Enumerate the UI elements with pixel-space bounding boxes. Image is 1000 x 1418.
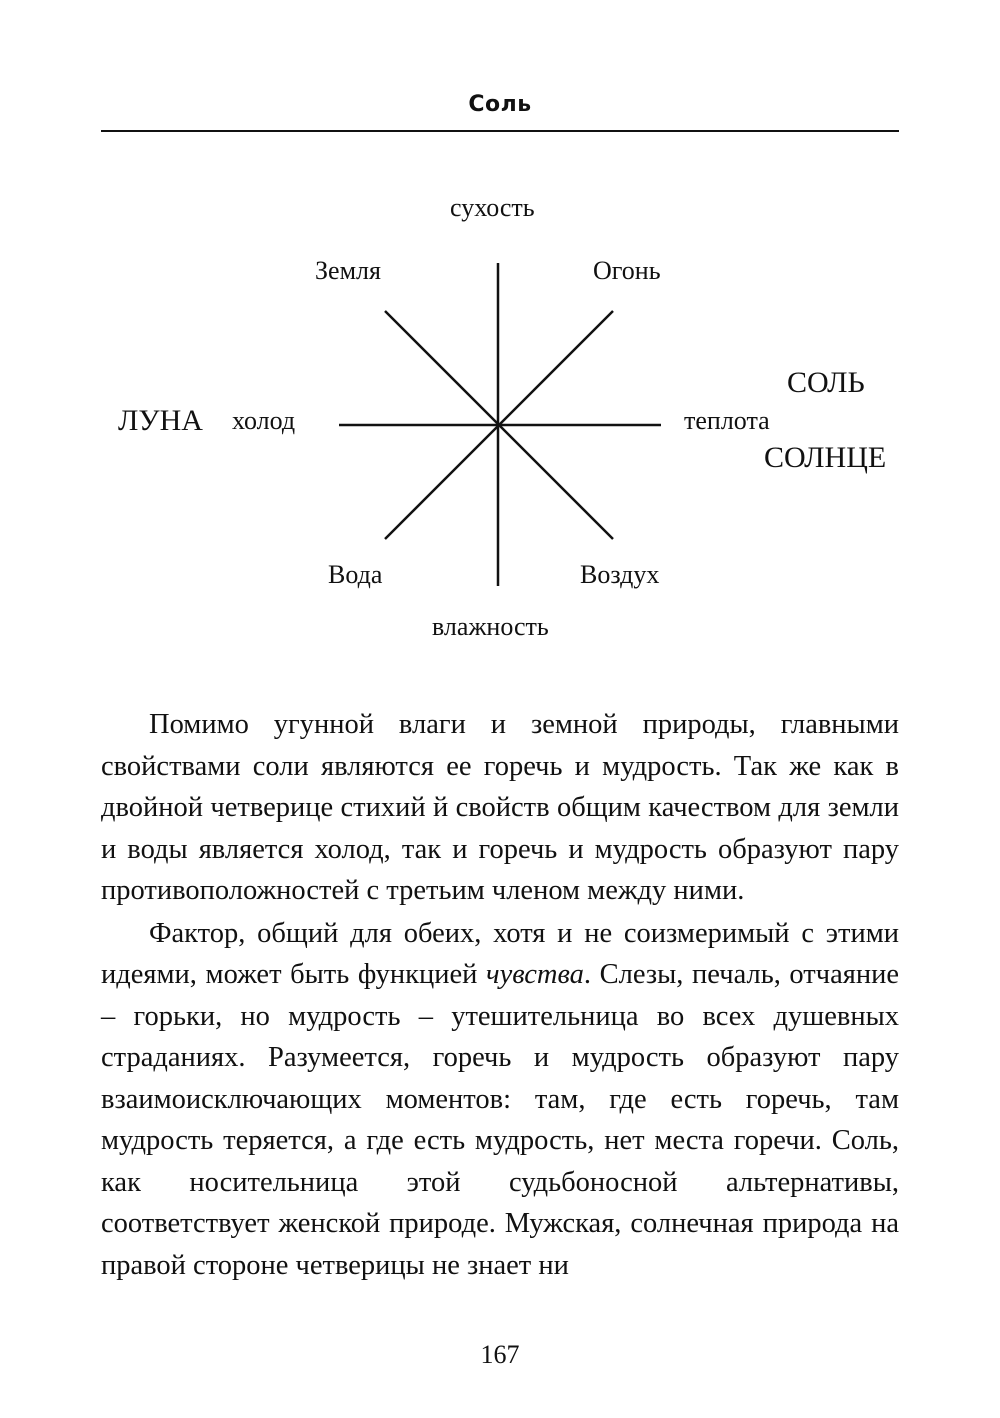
paragraph xyxy=(101,704,899,912)
paragraph-text: Фактор, общий для обеих, хотя и не соизмеримый с этими идеями, может быть функцией xyxy=(101,917,899,990)
label-air: Воздух xyxy=(580,560,660,589)
paragraph-text: . Слезы, печаль, отчаяние – горьки, но мудрость – утешительница во всех душевных страданиях. Разумеется, горечь и мудрость образуют пару взаимоисключающих моментов: там, где есть горечь, там мудрость теряется, а где есть мудрость, нет места горечи. Соль, как носительница этой судьбоносной альтернативы, соответствует женской природе. Мужская, солнечная природа на правой стороне четверицы не знает ни xyxy=(101,959,900,1281)
label-dryness: сухость xyxy=(450,193,535,222)
running-head-title: Соль xyxy=(468,92,532,117)
label-fire: Огонь xyxy=(593,256,661,285)
label-earth: Земля xyxy=(315,256,381,285)
label-sun: СОЛНЦЕ xyxy=(764,441,887,474)
page-number: 167 xyxy=(480,1340,520,1369)
label-warmth: теплота xyxy=(684,406,770,435)
label-moon: ЛУНА xyxy=(118,404,203,437)
label-cold: холод xyxy=(232,406,296,435)
label-salt: СОЛЬ xyxy=(787,366,865,399)
paragraph-text: Помимо угунной влаги и земной природы, главными свойствами соли являются ее горечь и мудрость. Так же как в двойной четверице стихий й свойств общим качеством для земли и воды является холод, так и горечь и мудрость образуют пару противоположностей с третьим членом между ними. xyxy=(101,709,899,906)
paragraph xyxy=(101,913,899,1287)
emphasis-text: чувства xyxy=(486,959,584,990)
quaternity-diagram xyxy=(0,0,1000,680)
diagram-axes xyxy=(0,0,1000,680)
body-text xyxy=(101,704,899,1286)
label-water: Вода xyxy=(328,560,383,589)
label-moisture: влажность xyxy=(432,612,549,641)
